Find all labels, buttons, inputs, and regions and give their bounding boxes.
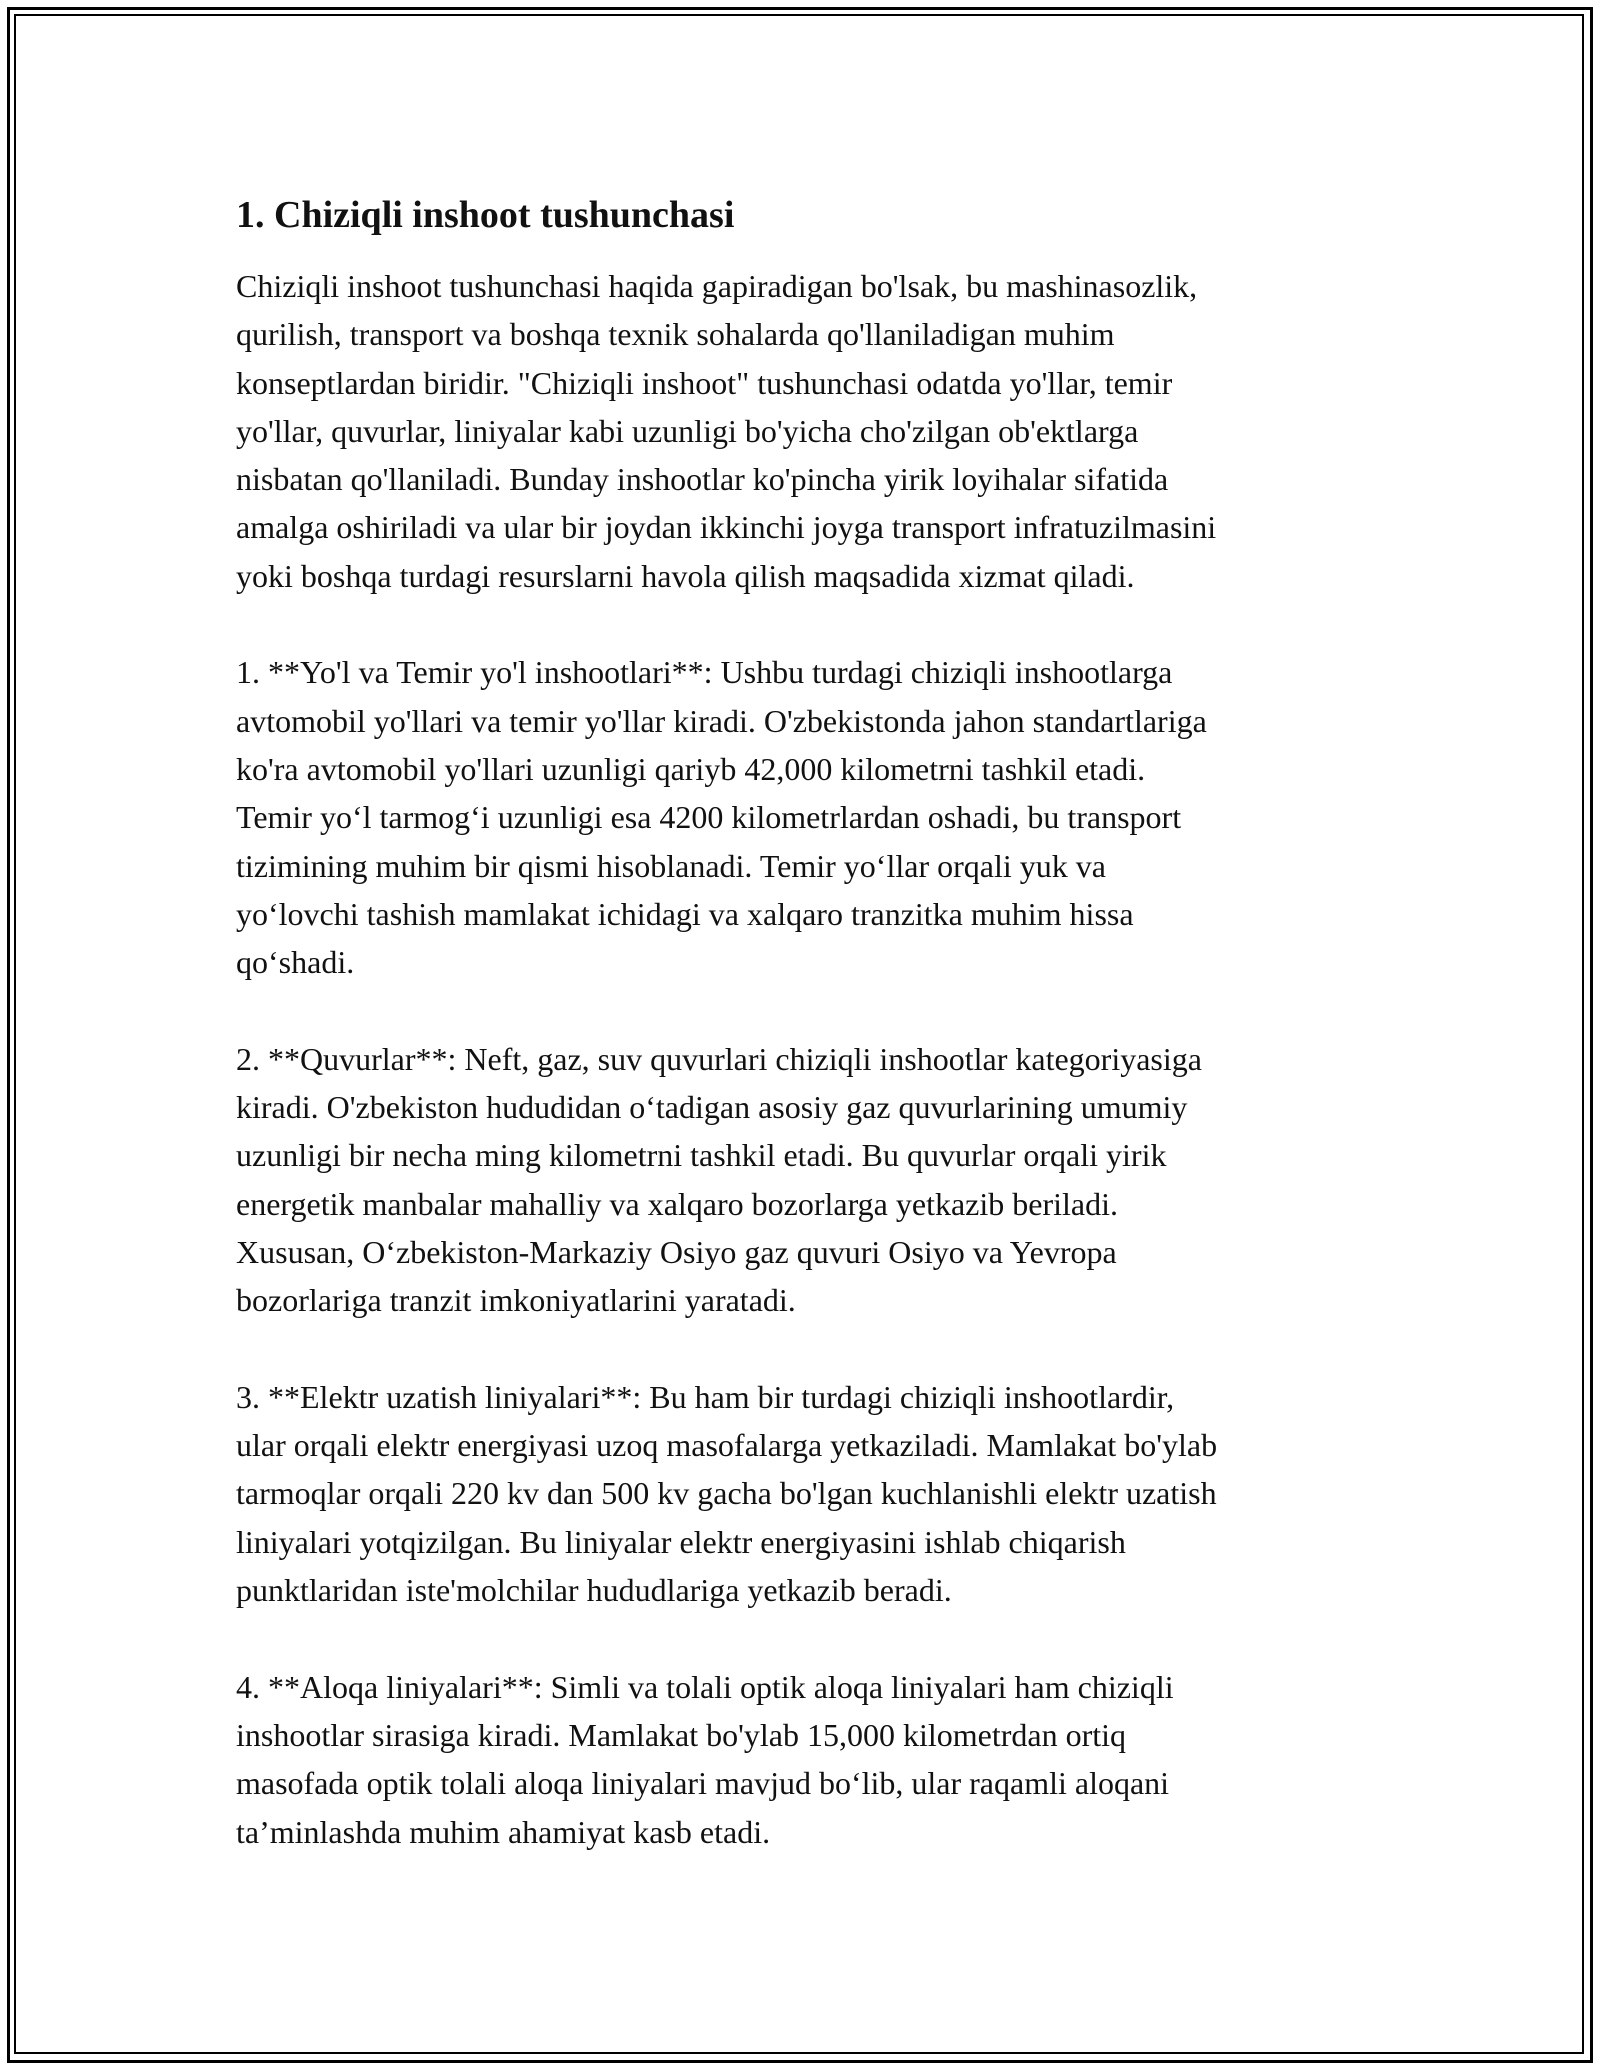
paragraph-spacer bbox=[236, 1614, 1386, 1662]
list-item-power-lines: 3. **Elektr uzatish liniyalari**: Bu ham bir turdagi chiziqli inshootlardir, ular orqali elektr energiyasi uzoq masofalarga yetkaziladi. Mamlakat bo'ylab tarmoqlar orqali 220 kv dan 500 kv gacha bo'lgan kuchlanishli elektr uzatish liniyalari yotqizilgan. Bu liniyalar elektr energiyasini ishlab chiqarish punktlaridan iste'molchilar hududlariga yetkazib beradi. bbox=[236, 1378, 1218, 1609]
list-item-pipelines: 2. **Quvurlar**: Neft, gaz, suv quvurlari chiziqli inshootlar kategoriyasiga kiradi. O'zbekiston hududidan o‘tadigan asosiy gaz quvurlarining umumiy uzunligi bir necha ming kilometrni tashkil etadi. Bu quvurlar orqali yirik energetik manbalar mahalliy va xalqaro bozorlarga yetkazib beriladi. Xususan, O‘zbekiston-Markaziy Osiyo gaz quvuri Osiyo va Yevropa bozorlariga tranzit imkoniyatlarini yaratadi. bbox=[236, 1040, 1202, 1319]
intro-paragraph: Chiziqli inshoot tushunchasi haqida gapiradigan bo'lsak, bu mashinasozlik, qurilish, transport va boshqa texnik sohalarda qo'llaniladigan muhim konseptlardan biridir. "Chiziqli inshoot" tushunchasi odatda yo'llar, temir yo'llar, quvurlar, liniyalar kabi uzunligi bo'yicha cho'zilgan ob'ektlarga nisbatan qo'llaniladi. Bunday inshootlar ko'pincha yirik loyihalar sifatida amalga oshiriladi va ular bir joydan ikkinchi joyga transport infratuzilmasini yoki boshqa turdagi resurslarni havola qilish maqsadida xizmat qiladi. bbox=[236, 268, 1217, 594]
paragraph-spacer bbox=[236, 600, 1386, 648]
paragraph-spacer bbox=[236, 1325, 1386, 1373]
list-item-communication-lines: 4. **Aloqa liniyalari**: Simli va tolali optik aloqa liniyalari ham chiziqli inshootlar sirasiga kiradi. Mamlakat bo'ylab 15,000 kilometrdan ortiq masofada optik tolali aloqa liniyalari mavjud bo‘lib, ular raqamli aloqani ta’minlashda muhim ahamiyat kasb etadi. bbox=[236, 1668, 1174, 1850]
paragraph-spacer bbox=[236, 986, 1386, 1034]
document-body bbox=[236, 190, 1386, 1856]
list-item-roads: 1. **Yo'l va Temir yo'l inshootlari**: Ushbu turdagi chiziqli inshootlarga avtomobil yo'llari va temir yo'llar kiradi. O'zbekistonda jahon standartlariga ko'ra avtomobil yo'llari uzunligi qariyb 42,000 kilometrni tashkil etadi. Temir yo‘l tarmog‘i uzunligi esa 4200 kilometrlardan oshadi, bu transport tizimining muhim bir qismi hisoblanadi. Temir yo‘llar orqali yuk va yo‘lovchi tashish mamlakat ichidagi va xalqaro tranzitka muhim hissa qo‘shadi. bbox=[236, 654, 1207, 981]
section-heading: 1. Chiziqli inshoot tushunchasi bbox=[236, 194, 735, 236]
